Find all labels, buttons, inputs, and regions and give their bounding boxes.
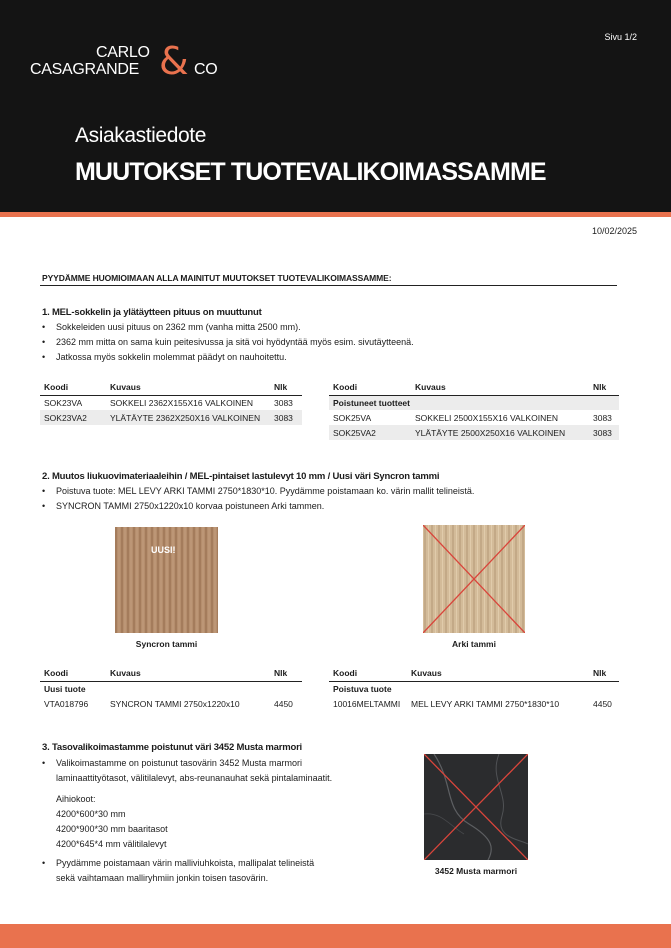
cell-code: SOK23VA xyxy=(44,397,83,408)
section-2-new-table xyxy=(40,666,302,711)
cell-code: VTA018796 xyxy=(44,698,89,709)
bullet-item: • SYNCRON TAMMI 2750x1220x10 korvaa poistuneen Arki tammen. xyxy=(42,499,622,514)
section-1-title: 1. MEL-sokkelin ja ylätäytteen pituus on muuttunut xyxy=(42,307,262,318)
section-3-title: 3. Tasovalikoimastamme poistunut väri 3452 Musta marmori xyxy=(42,742,303,753)
logo-line-2: CASAGRANDE xyxy=(30,61,140,78)
crossed-oak-image xyxy=(423,525,525,633)
table-header-row xyxy=(40,380,302,395)
table-header-row xyxy=(329,380,619,395)
section-3-bullet-1 xyxy=(42,756,402,786)
bullet-item xyxy=(42,756,402,786)
caption-musta-marmori: 3452 Musta marmori xyxy=(434,866,518,876)
cell-description: SOKKELI 2500X155X16 VALKOINEN xyxy=(415,412,559,423)
document-title: MUUTOKSET TUOTEVALIKOIMASSAMME xyxy=(75,158,546,186)
column-header-description: Kuvaus xyxy=(106,380,270,395)
cell-description: SYNCRON TAMMI 2750x1220x10 xyxy=(110,698,240,709)
table-subheader-row xyxy=(329,395,619,410)
column-header-description: Kuvaus xyxy=(411,380,589,395)
cell-nlk: 3083 xyxy=(274,397,293,408)
bullet-item: • 2362 mm mitta on sama kuin peitesivussa ja sitä voi hyödyntää myös esim. sivutäytteenä. xyxy=(42,335,582,350)
cell-description: YLÄTÄYTE 2362X250X16 VALKOINEN xyxy=(106,410,270,425)
oak-texture-image xyxy=(115,527,218,633)
cell-nlk: 4450 xyxy=(593,698,612,709)
section-3-bullet-2 xyxy=(42,856,402,886)
column-header-nlk: Nlk xyxy=(589,666,619,681)
new-badge: UUSI! xyxy=(151,545,176,555)
table-row xyxy=(329,410,619,425)
table-subheader-row xyxy=(40,681,302,696)
logo-ampersand: & xyxy=(159,39,189,83)
notice-heading: PYYDÄMME HUOMIOIMAAN ALLA MAINITUT MUUTOKSET TUOTEVALIKOIMASSAMME: xyxy=(42,273,392,283)
size-item: 4200*900*30 mm baaritasot xyxy=(56,824,168,834)
column-header-nlk: Nlk xyxy=(270,666,302,681)
section-1-removed-table xyxy=(329,380,619,440)
logo-co: CO xyxy=(194,61,218,78)
column-header-description: Kuvaus xyxy=(407,666,589,681)
bullet-line: • Valikoimastamme on poistunut tasovärin 3452 Musta marmori xyxy=(56,758,302,768)
divider xyxy=(40,285,617,286)
section-2-title: 2. Muutos liukuovimateriaaleihin / MEL-pintaiset lastulevyt 10 mm / Uusi väri Syncron tammi xyxy=(42,471,440,482)
subheader-removed-products: Poistuneet tuotteet xyxy=(329,395,619,410)
table-row xyxy=(329,696,619,711)
cell-nlk: 4450 xyxy=(274,698,293,709)
column-header-code: Koodi xyxy=(40,380,106,395)
arki-tammi-swatch xyxy=(423,525,525,633)
cell-code: SOK23VA2 xyxy=(40,410,106,425)
table-header-row xyxy=(40,666,302,681)
bullet-item: • Sokkeleiden uusi pituus on 2362 mm (vanha mitta 2500 mm). xyxy=(42,320,582,335)
column-header-code: Koodi xyxy=(329,380,411,395)
page-number: Sivu 1/2 xyxy=(604,32,637,42)
column-header-code: Koodi xyxy=(40,666,106,681)
caption-arki-tammi: Arki tammi xyxy=(452,639,496,649)
logo-line-1: CARLO xyxy=(96,44,150,61)
section-1-bullets xyxy=(42,320,582,365)
subheader-removed-product: Poistuva tuote xyxy=(333,683,392,694)
column-header-nlk: Nlk xyxy=(270,380,302,395)
table-row xyxy=(40,696,302,711)
cell-code: SOK25VA2 xyxy=(329,425,411,440)
bullet-item xyxy=(42,856,402,886)
bullet-line: sekä vaihtamaan malliryhmiin jonkin toisen tasovärin. xyxy=(56,873,269,883)
section-1-new-table xyxy=(40,380,302,425)
blank-sizes xyxy=(56,792,168,852)
table-row xyxy=(40,410,302,425)
sizes-label: Aihiokoot: xyxy=(56,794,96,804)
cell-description: MEL LEVY ARKI TAMMI 2750*1830*10 xyxy=(411,698,560,709)
document-date: 10/02/2025 xyxy=(591,226,637,236)
subheader-new-product: Uusi tuote xyxy=(44,683,86,694)
header-band xyxy=(0,0,671,212)
bullet-item: • Jatkossa myös sokkelin molemmat päädyt on nauhoitettu. xyxy=(42,350,582,365)
column-header-code: Koodi xyxy=(329,666,407,681)
company-logo xyxy=(30,39,218,83)
table-row xyxy=(40,395,302,410)
cell-nlk: 3083 xyxy=(593,412,612,423)
column-header-nlk: Nlk xyxy=(589,380,619,395)
table-row xyxy=(329,425,619,440)
table-subheader-row xyxy=(329,681,619,696)
crossed-marble-image xyxy=(424,754,528,860)
size-item: 4200*600*30 mm xyxy=(56,809,126,819)
bullet-item: • Poistuva tuote: MEL LEVY ARKI TAMMI 2750*1830*10. Pyydämme poistamaan ko. värin mallit telineistä. xyxy=(42,484,622,499)
musta-marmori-swatch xyxy=(424,754,528,860)
bullet-line: • Pyydämme poistamaan värin malliviuhkoista, mallipalat telineistä xyxy=(56,858,315,868)
size-item: 4200*645*4 mm välitilalevyt xyxy=(56,839,167,849)
cell-code: SOK25VA xyxy=(333,412,372,423)
cell-description: YLÄTÄYTE 2500X250X16 VALKOINEN xyxy=(411,425,589,440)
section-2-bullets xyxy=(42,484,622,514)
bullet-line: laminaattityötasot, välitilalevyt, abs-reunanauhat sekä pintalaminaatit. xyxy=(56,773,333,783)
column-header-description: Kuvaus xyxy=(106,666,270,681)
cell-description: SOKKELI 2362X155X16 VALKOINEN xyxy=(110,397,254,408)
cell-nlk: 3083 xyxy=(270,410,302,425)
document-type: Asiakastiedote xyxy=(75,124,206,147)
table-header-row xyxy=(329,666,619,681)
cell-code: 10016MELTAMMI xyxy=(333,698,401,709)
section-2-removed-table xyxy=(329,666,619,711)
footer-band xyxy=(0,924,671,948)
header-accent-stripe xyxy=(0,212,671,217)
cell-nlk: 3083 xyxy=(589,425,619,440)
caption-syncron-tammi: Syncron tammi xyxy=(135,639,198,649)
syncron-tammi-swatch xyxy=(115,527,218,633)
